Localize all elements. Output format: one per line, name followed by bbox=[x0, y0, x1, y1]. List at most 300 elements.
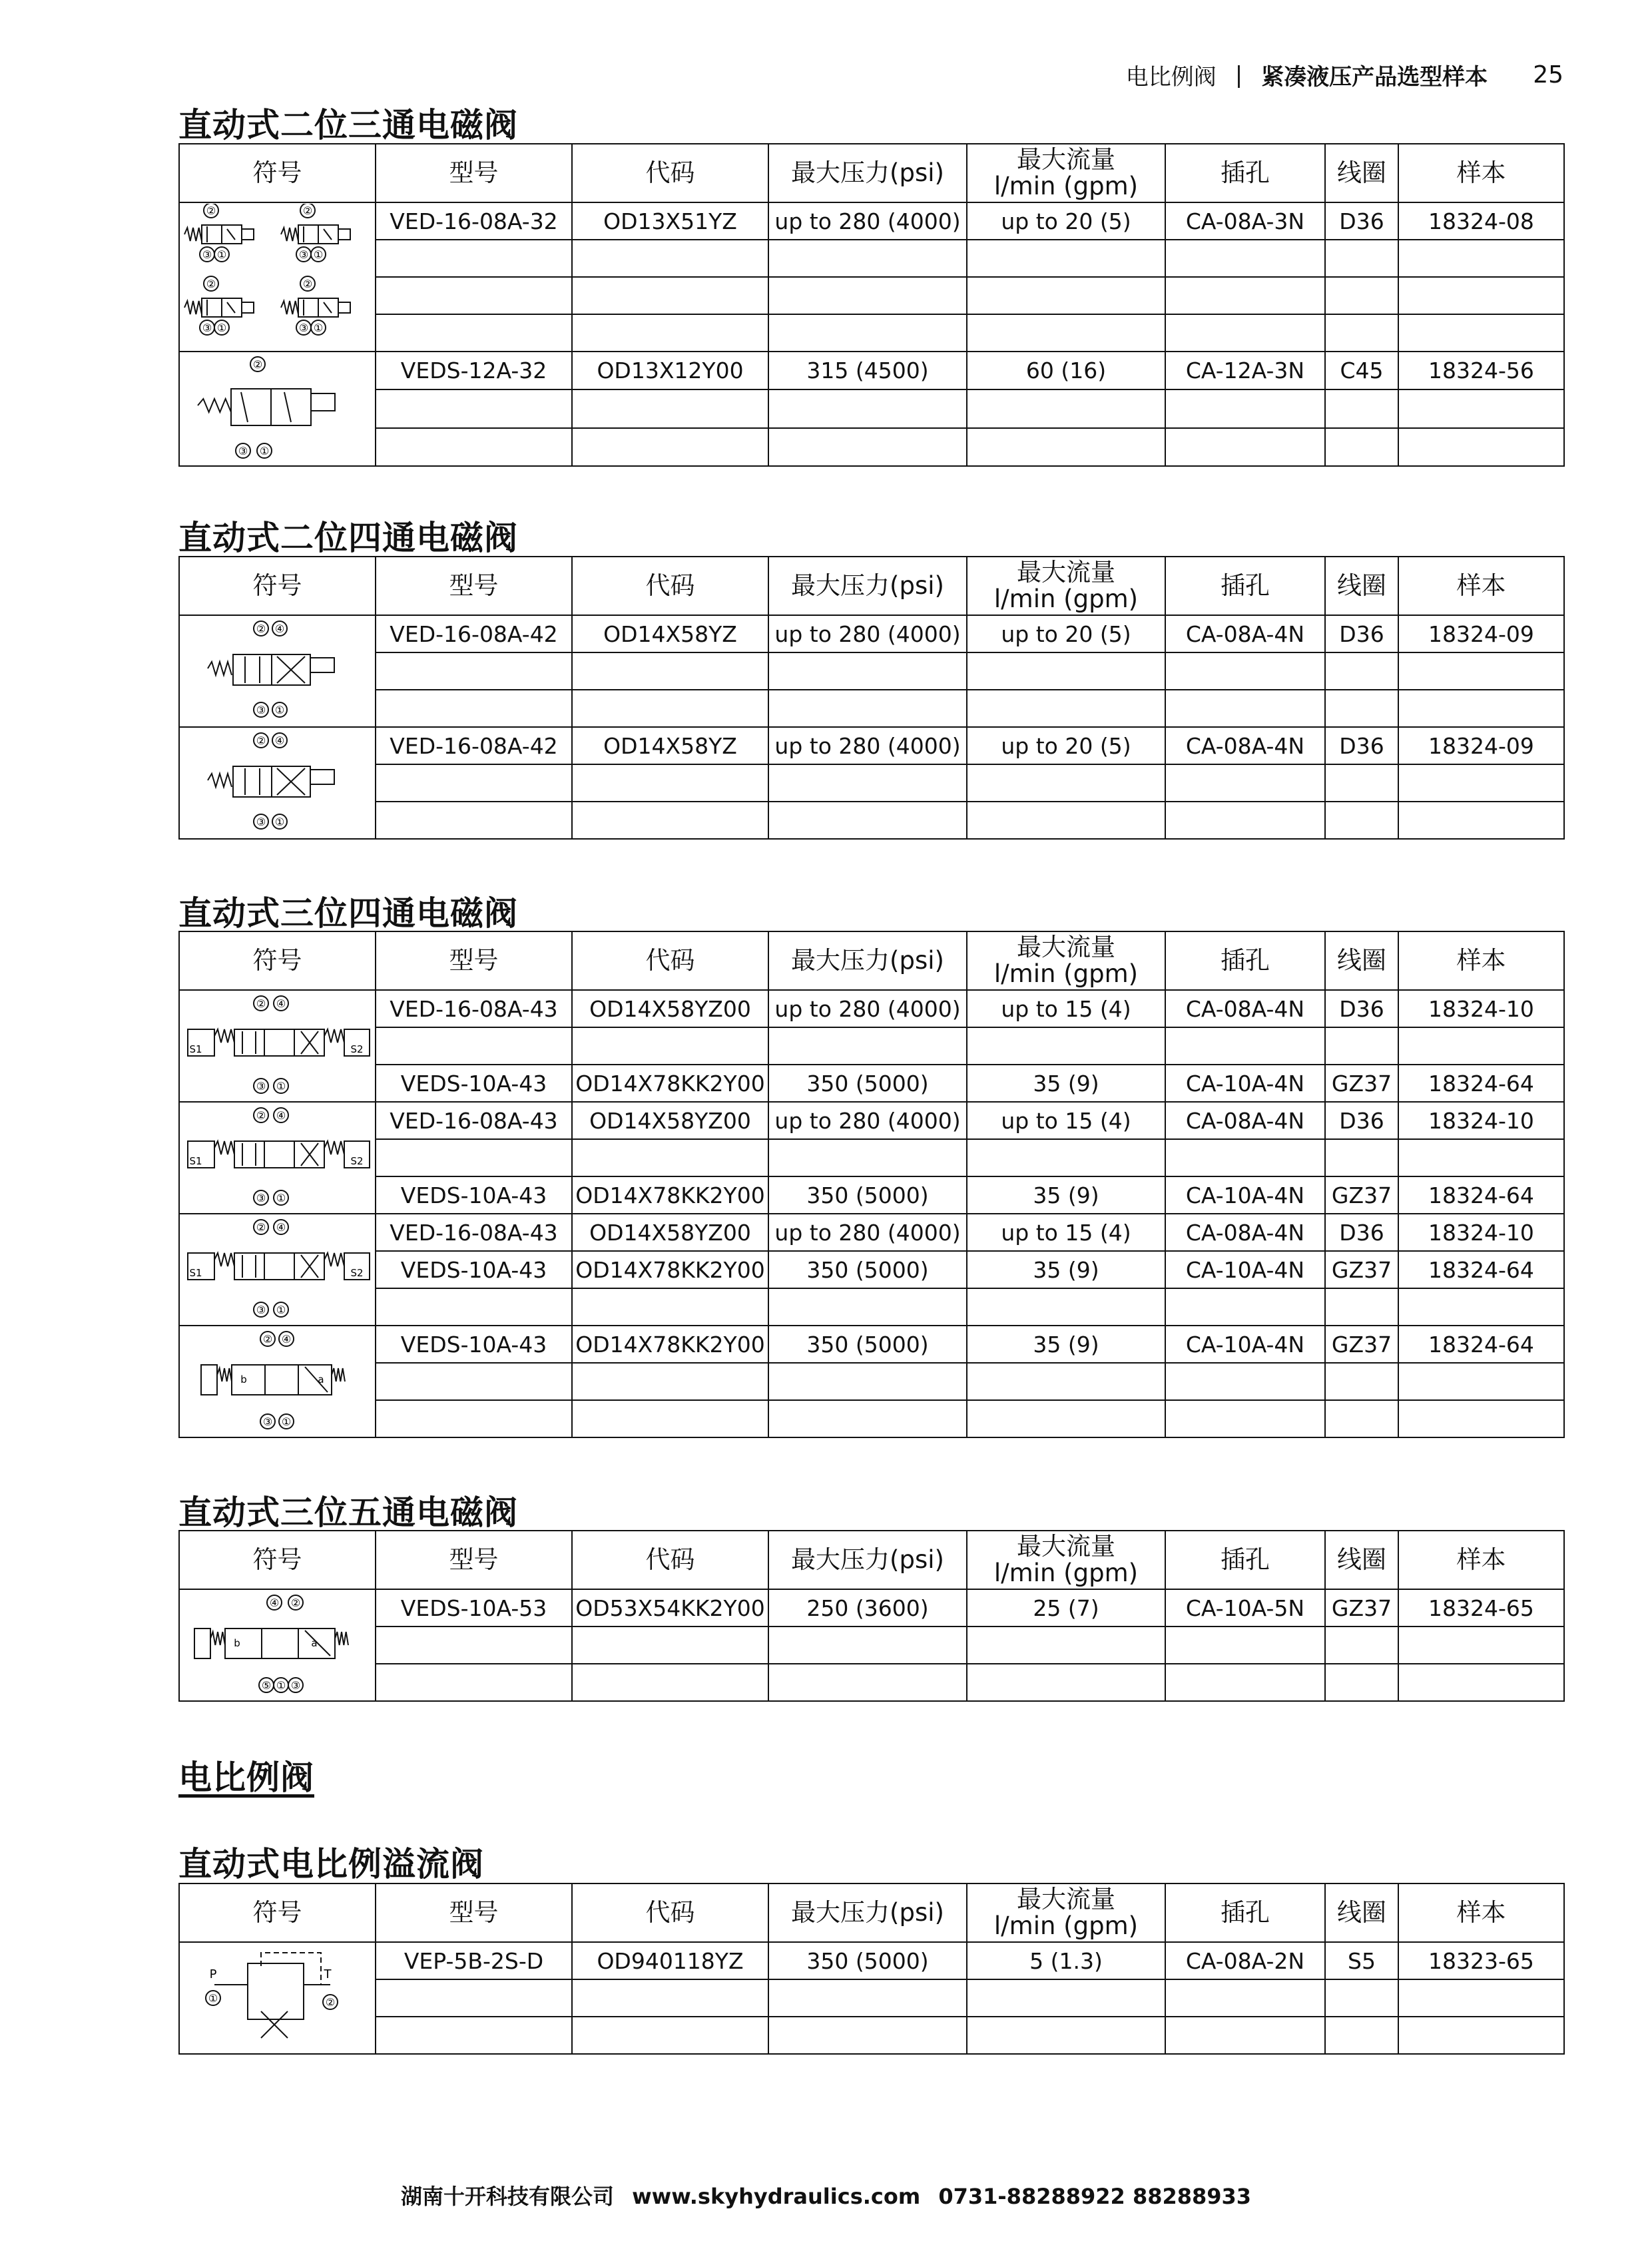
table-cell: D36 bbox=[1325, 727, 1398, 764]
valve-4way-symbol bbox=[201, 618, 354, 724]
column-header bbox=[376, 1883, 572, 1942]
table-cell bbox=[376, 764, 572, 802]
table-cell bbox=[376, 1400, 572, 1437]
table-cell bbox=[768, 277, 967, 314]
table-cell: up to 20 (5) bbox=[967, 727, 1165, 764]
svg-text:①: ① bbox=[216, 322, 226, 334]
table-row bbox=[179, 1664, 1564, 1701]
column-header-label: 最大流量 bbox=[1017, 1885, 1115, 1913]
svg-text:④: ④ bbox=[281, 1333, 291, 1346]
table-cell bbox=[967, 764, 1165, 802]
column-header-label: 样本 bbox=[1456, 571, 1506, 600]
svg-text:①: ① bbox=[276, 1304, 286, 1316]
table-cell bbox=[1398, 764, 1564, 802]
column-header-label: 插孔 bbox=[1221, 571, 1270, 600]
svg-text:②: ② bbox=[290, 1597, 300, 1609]
table-cell: VEDS-10A-43 bbox=[376, 1176, 572, 1214]
table-cell: 35 (9) bbox=[967, 1065, 1165, 1102]
table-cell bbox=[1398, 2017, 1564, 2054]
svg-text:S2: S2 bbox=[350, 1155, 364, 1167]
table-cell bbox=[1398, 1664, 1564, 1701]
table-cell bbox=[376, 240, 572, 277]
table-row bbox=[179, 802, 1564, 839]
column-header bbox=[179, 557, 376, 615]
svg-text:a: a bbox=[317, 1374, 324, 1385]
table-cell bbox=[768, 764, 967, 802]
table-cell bbox=[1398, 428, 1564, 466]
svg-text:③: ③ bbox=[290, 1679, 300, 1692]
column-header-label: 插孔 bbox=[1221, 158, 1270, 187]
table-cell bbox=[1165, 1288, 1325, 1326]
table-cell bbox=[768, 1664, 967, 1701]
symbol-cell bbox=[179, 1942, 376, 2054]
table-cell bbox=[967, 1139, 1165, 1176]
page-footer bbox=[0, 2180, 1652, 2210]
column-header-label: 代码 bbox=[645, 571, 695, 600]
table-cell bbox=[376, 1288, 572, 1326]
svg-text:③: ③ bbox=[256, 1304, 266, 1316]
column-header-label: l/min (gpm) bbox=[993, 585, 1139, 613]
column-header-label: 线圈 bbox=[1337, 571, 1386, 600]
svg-text:②: ② bbox=[256, 1221, 266, 1234]
svg-text:P: P bbox=[209, 1967, 216, 1981]
table-cell bbox=[768, 1627, 967, 1664]
table-cell: 18324-09 bbox=[1398, 615, 1564, 652]
table-cell bbox=[376, 1664, 572, 1701]
svg-text:T: T bbox=[324, 1967, 331, 1981]
column-header-label: 样本 bbox=[1456, 946, 1506, 975]
table-cell bbox=[1398, 314, 1564, 352]
footer-phone: 0731-88288922 88288933 bbox=[938, 2184, 1252, 2209]
column-header bbox=[967, 144, 1165, 202]
column-header bbox=[572, 144, 768, 202]
table-row bbox=[179, 615, 1564, 652]
table-row bbox=[179, 764, 1564, 802]
table-cell bbox=[1165, 764, 1325, 802]
symbol-cell bbox=[179, 1102, 376, 1214]
table-cell: VEDS-10A-43 bbox=[376, 1251, 572, 1288]
column-header-label: 最大流量 bbox=[1017, 933, 1115, 961]
spec-table bbox=[178, 556, 1565, 840]
column-header bbox=[1398, 144, 1564, 202]
column-header bbox=[768, 1531, 967, 1589]
column-header-label: 插孔 bbox=[1221, 1898, 1270, 1927]
table-cell bbox=[1398, 690, 1564, 727]
column-header bbox=[179, 1531, 376, 1589]
table-cell: OD14X78KK2Y00 bbox=[572, 1176, 768, 1214]
table-cell: GZ37 bbox=[1325, 1326, 1398, 1363]
section-title: 直动式二位四通电磁阀 bbox=[178, 519, 518, 557]
column-header-label: l/min (gpm) bbox=[993, 172, 1139, 200]
svg-text:①: ① bbox=[276, 1192, 286, 1204]
svg-text:②: ② bbox=[325, 1996, 335, 2009]
subheading: 电比例阀 bbox=[178, 1758, 314, 1797]
table-cell bbox=[572, 1664, 768, 1701]
symbol-cell bbox=[179, 727, 376, 839]
svg-text:①: ① bbox=[276, 1679, 286, 1692]
table-cell: CA-08A-4N bbox=[1165, 1214, 1325, 1251]
column-header bbox=[1398, 1883, 1564, 1942]
svg-text:②: ② bbox=[262, 1333, 272, 1346]
svg-text:①: ① bbox=[216, 248, 226, 261]
column-header-label: 符号 bbox=[252, 1545, 302, 1574]
table-cell bbox=[376, 389, 572, 427]
table-cell bbox=[1165, 1027, 1325, 1065]
table-cell bbox=[1398, 240, 1564, 277]
table-cell bbox=[1325, 1288, 1398, 1326]
column-header-label: l/min (gpm) bbox=[993, 1559, 1139, 1587]
table-cell bbox=[376, 314, 572, 352]
table-cell: D36 bbox=[1325, 615, 1398, 652]
table-row bbox=[179, 1326, 1564, 1363]
table-cell bbox=[1325, 277, 1398, 314]
column-header bbox=[1165, 1531, 1325, 1589]
table-cell: VEDS-12A-32 bbox=[376, 352, 572, 389]
svg-text:①: ① bbox=[274, 816, 284, 828]
table-row bbox=[179, 1027, 1564, 1065]
column-header bbox=[768, 557, 967, 615]
column-header bbox=[1398, 557, 1564, 615]
table-cell bbox=[1165, 428, 1325, 466]
svg-text:②: ② bbox=[206, 278, 216, 290]
table-cell: 250 (3600) bbox=[768, 1589, 967, 1627]
table-cell: OD14X78KK2Y00 bbox=[572, 1326, 768, 1363]
table-cell bbox=[768, 2017, 967, 2054]
table-cell: VEDS-10A-43 bbox=[376, 1326, 572, 1363]
table-cell bbox=[768, 652, 967, 690]
column-header bbox=[967, 1531, 1165, 1589]
table-cell bbox=[1398, 1400, 1564, 1437]
table-cell: 35 (9) bbox=[967, 1176, 1165, 1214]
svg-text:②: ② bbox=[302, 278, 312, 290]
table-cell bbox=[967, 1363, 1165, 1400]
svg-text:a: a bbox=[310, 1637, 318, 1649]
column-header-label: 最大压力(psi) bbox=[791, 1545, 944, 1574]
column-header bbox=[376, 931, 572, 990]
column-header bbox=[572, 1531, 768, 1589]
table-cell bbox=[572, 690, 768, 727]
table-cell: 350 (5000) bbox=[768, 1326, 967, 1363]
table-cell: 18324-64 bbox=[1398, 1065, 1564, 1102]
table-cell: VED-16-08A-43 bbox=[376, 1102, 572, 1139]
table-row bbox=[179, 1065, 1564, 1102]
column-header-label: l/min (gpm) bbox=[993, 959, 1139, 988]
svg-text:S1: S1 bbox=[188, 1043, 202, 1055]
table-cell bbox=[1398, 802, 1564, 839]
table-cell bbox=[1165, 802, 1325, 839]
column-header-label: 最大压力(psi) bbox=[791, 1898, 944, 1927]
column-header-label: 代码 bbox=[645, 1898, 695, 1927]
column-header bbox=[1398, 931, 1564, 990]
section-title: 直动式三位五通电磁阀 bbox=[178, 1493, 518, 1532]
table-header-row bbox=[179, 931, 1564, 990]
section-title: 直动式电比例溢流阀 bbox=[178, 1845, 484, 1883]
table-row bbox=[179, 240, 1564, 277]
table-cell: CA-08A-4N bbox=[1165, 990, 1325, 1027]
symbol-cell bbox=[179, 1589, 376, 1701]
table-cell: D36 bbox=[1325, 1214, 1398, 1251]
column-header bbox=[967, 557, 1165, 615]
table-row bbox=[179, 277, 1564, 314]
table-header-row bbox=[179, 144, 1564, 202]
column-header bbox=[768, 931, 967, 990]
table-cell: OD14X78KK2Y00 bbox=[572, 1251, 768, 1288]
table-row bbox=[179, 1400, 1564, 1437]
table-cell: up to 15 (4) bbox=[967, 990, 1165, 1027]
column-header-label: 最大压力(psi) bbox=[791, 946, 944, 975]
table-row bbox=[179, 1176, 1564, 1214]
section-title: 直动式二位三通电磁阀 bbox=[178, 106, 518, 144]
column-header-label: 线圈 bbox=[1337, 1545, 1386, 1574]
table-cell: OD14X58YZ00 bbox=[572, 990, 768, 1027]
svg-text:④: ④ bbox=[274, 623, 284, 635]
table-cell: up to 280 (4000) bbox=[768, 1214, 967, 1251]
column-header-label: 线圈 bbox=[1337, 158, 1386, 187]
header-catalog: 紧凑液压产品选型样本 bbox=[1261, 64, 1488, 91]
table-cell: 18324-10 bbox=[1398, 1214, 1564, 1251]
table-cell bbox=[1165, 389, 1325, 427]
footer-web: www.skyhydraulics.com bbox=[632, 2184, 921, 2209]
table-cell bbox=[967, 428, 1165, 466]
table-cell bbox=[967, 277, 1165, 314]
table-cell bbox=[1398, 1288, 1564, 1326]
table-cell: 350 (5000) bbox=[768, 1251, 967, 1288]
table-cell: OD14X58YZ bbox=[572, 727, 768, 764]
table-cell bbox=[967, 1288, 1165, 1326]
table-row bbox=[179, 428, 1564, 466]
table-row bbox=[179, 314, 1564, 352]
header-section: 电比例阀 bbox=[1125, 64, 1217, 91]
table-cell: OD53X54KK2Y00 bbox=[572, 1589, 768, 1627]
svg-text:①: ① bbox=[313, 322, 323, 334]
section-title: 直动式三位四通电磁阀 bbox=[178, 894, 518, 933]
table-cell bbox=[1165, 314, 1325, 352]
table-cell bbox=[768, 1288, 967, 1326]
svg-text:b: b bbox=[240, 1374, 247, 1385]
column-header-label: 样本 bbox=[1456, 1545, 1506, 1574]
table-cell: OD940118YZ bbox=[572, 1942, 768, 1979]
table-cell: OD14X78KK2Y00 bbox=[572, 1065, 768, 1102]
column-header-label: 最大流量 bbox=[1017, 558, 1115, 587]
svg-text:④: ④ bbox=[274, 734, 284, 747]
svg-text:S1: S1 bbox=[188, 1267, 202, 1279]
table-cell bbox=[572, 240, 768, 277]
table-cell bbox=[967, 690, 1165, 727]
table-cell bbox=[1165, 652, 1325, 690]
table-cell: OD14X58YZ bbox=[572, 615, 768, 652]
table-cell: 18324-64 bbox=[1398, 1176, 1564, 1214]
table-cell: CA-10A-4N bbox=[1165, 1251, 1325, 1288]
column-header bbox=[376, 144, 572, 202]
table-cell bbox=[1398, 389, 1564, 427]
symbol-cell bbox=[179, 352, 376, 466]
svg-text:S1: S1 bbox=[188, 1155, 202, 1167]
table-cell bbox=[768, 1363, 967, 1400]
column-header-label: 最大压力(psi) bbox=[791, 158, 944, 187]
table-cell bbox=[1325, 1400, 1398, 1437]
table-cell bbox=[768, 1139, 967, 1176]
table-row bbox=[179, 352, 1564, 389]
table-cell: CA-10A-4N bbox=[1165, 1176, 1325, 1214]
page-header bbox=[1126, 59, 1563, 91]
table-cell bbox=[768, 1027, 967, 1065]
table-cell: GZ37 bbox=[1325, 1065, 1398, 1102]
table-cell: up to 20 (5) bbox=[967, 202, 1165, 240]
svg-text:③: ③ bbox=[298, 322, 308, 334]
column-header-label: 代码 bbox=[645, 946, 695, 975]
table-cell bbox=[376, 2017, 572, 2054]
table-cell: up to 280 (4000) bbox=[768, 990, 967, 1027]
table-cell: OD13X12Y00 bbox=[572, 352, 768, 389]
table-cell: CA-12A-3N bbox=[1165, 352, 1325, 389]
table-cell bbox=[376, 277, 572, 314]
column-header-label: 代码 bbox=[645, 158, 695, 187]
column-header bbox=[1325, 931, 1398, 990]
table-cell: GZ37 bbox=[1325, 1589, 1398, 1627]
svg-text:②: ② bbox=[256, 734, 266, 747]
table-cell: 18324-09 bbox=[1398, 727, 1564, 764]
table-cell bbox=[768, 690, 967, 727]
column-header bbox=[179, 1883, 376, 1942]
table-cell bbox=[1325, 389, 1398, 427]
column-header-label: 型号 bbox=[449, 571, 499, 600]
column-header bbox=[1325, 1883, 1398, 1942]
table-cell: S5 bbox=[1325, 1942, 1398, 1979]
table-cell bbox=[1165, 1400, 1325, 1437]
table-cell bbox=[1325, 240, 1398, 277]
table-cell: 60 (16) bbox=[967, 352, 1165, 389]
table-cell bbox=[1325, 314, 1398, 352]
table-cell bbox=[1165, 1363, 1325, 1400]
column-header bbox=[1325, 144, 1398, 202]
footer-company: 湖南十开科技有限公司 bbox=[400, 2184, 614, 2209]
spec-table bbox=[178, 1883, 1565, 2055]
table-cell: VEDS-10A-43 bbox=[376, 1065, 572, 1102]
column-header-label: 线圈 bbox=[1337, 1898, 1386, 1927]
column-header-label: 型号 bbox=[449, 1545, 499, 1574]
svg-text:④: ④ bbox=[276, 997, 286, 1010]
table-cell: up to 15 (4) bbox=[967, 1102, 1165, 1139]
column-header bbox=[967, 931, 1165, 990]
column-header bbox=[1165, 1883, 1325, 1942]
column-header bbox=[376, 1531, 572, 1589]
table-cell: 35 (9) bbox=[967, 1326, 1165, 1363]
svg-text:②: ② bbox=[256, 997, 266, 1010]
table-cell: VED-16-08A-43 bbox=[376, 990, 572, 1027]
table-cell bbox=[1325, 1139, 1398, 1176]
table-cell bbox=[376, 652, 572, 690]
table-cell bbox=[1165, 1627, 1325, 1664]
svg-text:①: ① bbox=[259, 445, 269, 457]
table-cell bbox=[967, 1400, 1165, 1437]
table-cell bbox=[1398, 277, 1564, 314]
table-cell bbox=[1398, 1979, 1564, 2017]
table-header-row bbox=[179, 557, 1564, 615]
valve-3pos-symbol bbox=[181, 993, 374, 1099]
column-header bbox=[967, 1883, 1165, 1942]
spec-table bbox=[178, 143, 1565, 467]
table-cell bbox=[1325, 1664, 1398, 1701]
table-cell bbox=[1165, 2017, 1325, 2054]
table-cell bbox=[376, 802, 572, 839]
table-cell: 5 (1.3) bbox=[967, 1942, 1165, 1979]
column-header-label: l/min (gpm) bbox=[993, 1911, 1139, 1940]
table-cell: CA-10A-4N bbox=[1165, 1326, 1325, 1363]
column-header-label: 最大流量 bbox=[1017, 1532, 1115, 1561]
column-header bbox=[376, 557, 572, 615]
table-cell: CA-10A-4N bbox=[1165, 1065, 1325, 1102]
svg-text:④: ④ bbox=[269, 1597, 279, 1609]
column-header-label: 符号 bbox=[252, 1898, 302, 1927]
svg-text:③: ③ bbox=[256, 1192, 266, 1204]
table-cell: 18323-65 bbox=[1398, 1942, 1564, 1979]
valve-5way-symbol bbox=[188, 1592, 368, 1698]
valve-3pos-symbol bbox=[181, 1216, 374, 1323]
column-header bbox=[768, 144, 967, 202]
column-header-label: 型号 bbox=[449, 946, 499, 975]
symbol-cell bbox=[179, 990, 376, 1102]
table-cell bbox=[376, 1363, 572, 1400]
table-cell bbox=[768, 802, 967, 839]
valve-4way-symbol bbox=[201, 730, 354, 836]
table-cell bbox=[768, 1979, 967, 2017]
table-cell: VED-16-08A-32 bbox=[376, 202, 572, 240]
table-cell: CA-08A-4N bbox=[1165, 615, 1325, 652]
table-cell bbox=[572, 1627, 768, 1664]
table-row bbox=[179, 1589, 1564, 1627]
table-cell bbox=[967, 1627, 1165, 1664]
valve-3way-symbol bbox=[181, 204, 374, 350]
table-cell bbox=[376, 690, 572, 727]
svg-text:①: ① bbox=[276, 1080, 286, 1093]
table-cell bbox=[1325, 1027, 1398, 1065]
column-header bbox=[572, 1883, 768, 1942]
table-cell: 18324-56 bbox=[1398, 352, 1564, 389]
spec-table bbox=[178, 1530, 1565, 1702]
svg-text:②: ② bbox=[256, 1109, 266, 1122]
table-cell: OD14X58YZ00 bbox=[572, 1214, 768, 1251]
column-header bbox=[572, 557, 768, 615]
table-row bbox=[179, 202, 1564, 240]
table-cell bbox=[1325, 1979, 1398, 2017]
table-cell: GZ37 bbox=[1325, 1176, 1398, 1214]
table-cell: VED-16-08A-43 bbox=[376, 1214, 572, 1251]
table-cell bbox=[572, 277, 768, 314]
table-cell bbox=[768, 314, 967, 352]
column-header-label: 线圈 bbox=[1337, 946, 1386, 975]
table-row bbox=[179, 1139, 1564, 1176]
table-cell bbox=[1398, 1139, 1564, 1176]
column-header bbox=[1165, 931, 1325, 990]
column-header-label: 插孔 bbox=[1221, 1545, 1270, 1574]
table-cell bbox=[967, 314, 1165, 352]
table-cell bbox=[572, 1363, 768, 1400]
table-cell: up to 15 (4) bbox=[967, 1214, 1165, 1251]
table-cell bbox=[376, 1139, 572, 1176]
table-cell: CA-08A-4N bbox=[1165, 1102, 1325, 1139]
table-cell: VEP-5B-2S-D bbox=[376, 1942, 572, 1979]
column-header bbox=[179, 931, 376, 990]
svg-text:③: ③ bbox=[238, 445, 248, 457]
table-cell: up to 280 (4000) bbox=[768, 1102, 967, 1139]
column-header-label: 符号 bbox=[252, 158, 302, 187]
table-cell bbox=[1165, 240, 1325, 277]
table-row bbox=[179, 1251, 1564, 1288]
table-cell bbox=[1398, 652, 1564, 690]
svg-text:③: ③ bbox=[256, 704, 266, 716]
column-header-label: 最大压力(psi) bbox=[791, 571, 944, 600]
table-cell: CA-08A-2N bbox=[1165, 1942, 1325, 1979]
